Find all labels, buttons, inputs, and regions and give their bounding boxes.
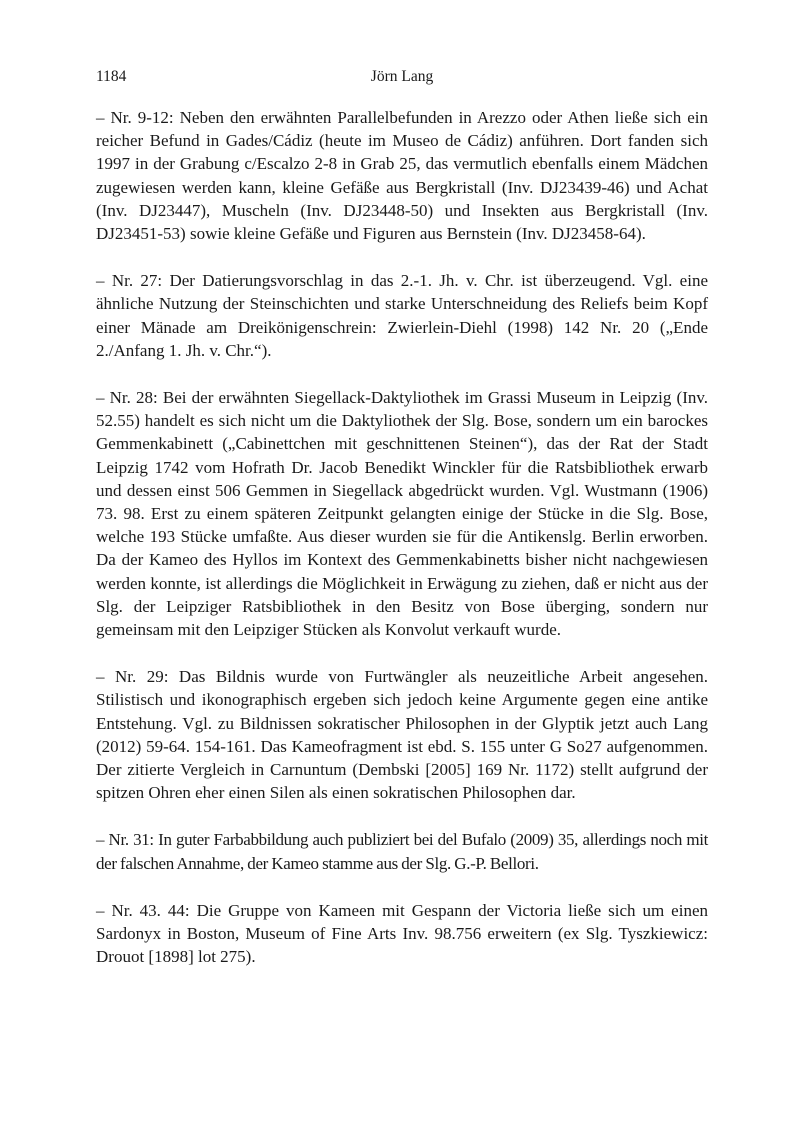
document-page xyxy=(96,68,708,993)
note-nr-9-12: – Nr. 9-12: Neben den erwähnten Parallelbefunden in Arezzo oder Athen ließe sich ein reicher Befund in Gades/Cádiz (heute im Museo de Cádiz) anführen. Dort fanden sich 1997 in der Grabung c/Escalzo 2-8 in Grab 25, das vermutlich ebenfalls einem Mädchen zugewiesen werden kann, kleine Gefäße aus Bergkristall (Inv. DJ23439-46) und Achat (Inv. DJ23447), Muscheln (Inv. DJ23448-50) und Insekten aus Bergkristall (Inv. DJ23451-53) sowie kleine Gefäße und Figuren aus Bernstein (Inv. DJ23458-64). xyxy=(96,108,708,244)
note-nr-43-44: – Nr. 43. 44: Die Gruppe von Kameen mit Gespann der Victoria ließe sich um einen Sardonyx in Boston, Museum of Fine Arts Inv. 98.756 erweitern (ex Slg. Tyszkiewicz: Drouot [1898] lot 275). xyxy=(96,900,708,967)
running-head-author: Jörn Lang xyxy=(370,68,434,85)
note-nr-28: – Nr. 28: Bei der erwähnten Siegellack-Daktyliothek im Grassi Museum in Leipzig (Inv. 52.55) handelt es sich nicht um die Daktyliothek der Slg. Bose, sondern um ein barockes Gemmenkabinett („Cabinettchen mit geschnittenen Steinen“), das der Rat der Stadt Leipzig 1742 vom Hofrath Dr. Jacob Benedikt Winckler für die Ratsbibliothek erwarb und dessen einst 506 Gemmen in Siegellack abgedrückt wurden. Vgl. Wustmann (1906) 73. 98. Erst zu einem späteren Zeitpunkt gelangten einige der Stücke in die Slg. Bose, welche 193 Stücke umfaßte. Aus dieser wurden sie für die Antikenslg. Berlin erworben. Da der Kameo des Hyllos im Kontext des Gemmenkabinetts bisher nicht nachgewiesen werden konnte, ist allerdings die Möglichkeit in Erwägung zu ziehen, daß er nicht aus der Slg. der Leipziger Ratsbibliothek in den Besitz von Bose überging, sondern nur gemeinsam mit den Leipziger Stücken als Konvolut verkauft wurde. xyxy=(96,388,708,640)
note-nr-31: – Nr. 31: In guter Farbabbildung auch publiziert bei del Bufalo (2009) 35, allerdings noch mit der falschen Annahme, der Kameo stamme aus der Slg. G.-P. Bellori. xyxy=(96,830,708,873)
note-nr-29: – Nr. 29: Das Bildnis wurde von Furtwängler als neuzeitliche Arbeit angesehen. Stilistisch und ikonographisch ergeben sich jedoch keine Argumente gegen eine antike Entstehung. Vgl. zu Bildnissen sokratischer Philosophen in der Glyptik jetzt auch Lang (2012) 59-64. 154-161. Das Kameofragment ist ebd. S. 155 unter G So27 aufgenommen. Der zitierte Vergleich in Carnuntum (Dembski [2005] 169 Nr. 1172) stellt aufgrund der spitzen Ohren eher einen Silen als einen sokratischen Philosophen dar. xyxy=(96,667,708,803)
note-nr-27: – Nr. 27: Der Datierungsvorschlag in das 2.-1. Jh. v. Chr. ist überzeugend. Vgl. eine ähnliche Nutzung der Steinschichten und starke Unterschneidung des Reliefs beim Kopf einer Mänade am Dreikönigenschrein: Zwierlein-Diehl (1998) 142 Nr. 20 („Ende 2./Anfang 1. Jh. v. Chr.“). xyxy=(96,271,708,360)
page-number: 1184 xyxy=(96,68,127,85)
running-header xyxy=(96,68,708,90)
